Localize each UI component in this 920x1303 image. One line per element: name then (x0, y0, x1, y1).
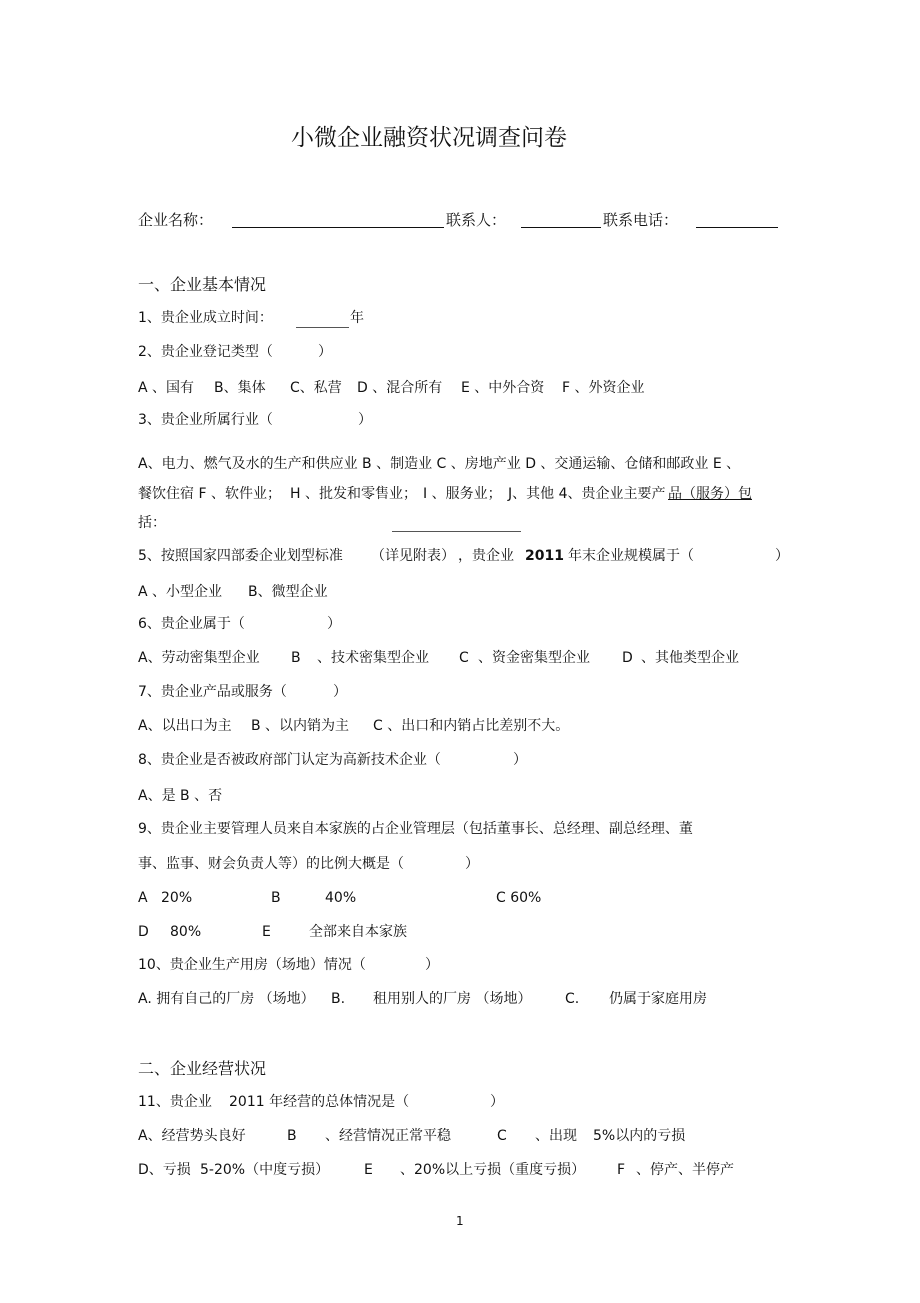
q10-label: 10、贵企业生产用房（场地）情况（ (138, 957, 366, 973)
contact-phone-field[interactable] (696, 227, 778, 228)
q5-label-a: 5、按照国家四部委企业划型标准 (138, 548, 343, 564)
contact-person-field[interactable] (521, 227, 601, 228)
q2-option-a[interactable]: A 、国有 (138, 380, 195, 396)
q9-option-c[interactable]: C 60% (496, 890, 542, 906)
q11-option-c-letter[interactable]: C (497, 1128, 507, 1144)
q6-option-a[interactable]: A、劳动密集型企业 (138, 650, 260, 666)
q9-option-b[interactable]: 40% (325, 890, 357, 906)
q5-option-b[interactable]: B、微型企业 (248, 584, 328, 600)
q10-close: ） (425, 957, 439, 973)
q6-close: ） (327, 616, 341, 632)
q10-option-b[interactable]: 租用别人的厂房 （场地） (373, 991, 532, 1007)
q11-option-d[interactable]: D、亏损 (138, 1162, 191, 1178)
q5-label-b: （详见附表） (371, 548, 455, 564)
q11-label-a: 11、贵企业 (138, 1094, 212, 1110)
q3-options-line2c: I 、服务业； (423, 486, 502, 502)
q9-option-e-letter[interactable]: E (262, 924, 271, 940)
q2-option-e[interactable]: E 、中外合资 (461, 380, 545, 396)
q6-option-b-letter[interactable]: B (291, 650, 301, 666)
q3-close: ） (358, 412, 372, 428)
q9-option-a-letter[interactable]: A (138, 890, 148, 906)
q6-option-b[interactable]: 、技术密集型企业 (317, 650, 429, 666)
q1-suffix: 年 (350, 310, 364, 326)
q9-label-line1: 9、贵企业主要管理人员来自本家族的占企业管理层（包括董事长、总经理、副总经理、董 (138, 821, 693, 837)
q8-close: ） (513, 752, 527, 768)
q7-label: 7、贵企业产品或服务（ (138, 684, 287, 700)
q7-option-b[interactable]: B 、以内销为主 (251, 718, 350, 734)
q10-option-c-letter[interactable]: C. (565, 991, 580, 1007)
q4-products-field[interactable] (392, 531, 521, 532)
q5-label-c: ，贵企业 (458, 548, 514, 564)
q11-option-b[interactable]: 、经营情况正常平稳 (325, 1128, 451, 1144)
q10-option-a[interactable]: A. 拥有自己的厂房 （场地） (138, 991, 315, 1007)
q10-option-c[interactable]: 仍属于家庭用房 (609, 991, 707, 1007)
q2-option-c[interactable]: C、私营 (290, 380, 342, 396)
page-title: 小微企业融资状况调查问卷 (291, 125, 567, 151)
q5-year: 2011 (525, 548, 564, 564)
q7-option-c[interactable]: C 、出口和内销占比差别不大。 (373, 718, 570, 734)
q2-option-f[interactable]: F 、外资企业 (562, 380, 645, 396)
q11-option-e[interactable]: 、20%以上亏损（重度亏损） (400, 1162, 586, 1178)
q2-option-d[interactable]: D 、混合所有 (357, 380, 443, 396)
contact-phone-label: 联系电话： (603, 211, 679, 229)
q4-product-text: 品（服务）包 (668, 486, 752, 502)
q3-options-line1: A、电力、燃气及水的生产和供应业 B 、制造业 C 、房地产业 D 、交通运输、仓储和邮政业 E 、 (138, 456, 741, 472)
company-name-label: 企业名称： (138, 211, 214, 229)
q9-option-d[interactable]: 80% (170, 924, 202, 940)
q5-label-d: 年末企业规模属于（ (568, 548, 694, 564)
q2-option-b[interactable]: B、集体 (214, 380, 266, 396)
q1-year-field[interactable] (296, 327, 349, 328)
q11-option-c[interactable]: 、出现 (535, 1128, 577, 1144)
q4-colon: 括： (138, 515, 166, 531)
page-number: 1 (456, 1214, 464, 1228)
q3-options-line2a: 餐饮住宿 F 、软件业； (138, 486, 281, 502)
q11-option-b-letter[interactable]: B (287, 1128, 297, 1144)
q9-option-d-letter[interactable]: D (138, 924, 149, 940)
q5-close: ） (775, 548, 789, 564)
q11-close: ） (490, 1094, 504, 1110)
q8-options[interactable]: A、是 B 、否 (138, 788, 223, 804)
q2-label: 2、贵企业登记类型（ (138, 344, 273, 360)
q11-option-a[interactable]: A、经营势头良好 (138, 1128, 246, 1144)
q9-option-e[interactable]: 全部来自本家族 (309, 924, 407, 940)
q11-label-b: 2011 年经营的总体情况是（ (229, 1094, 410, 1110)
q7-close: ） (333, 684, 347, 700)
q6-option-c-letter[interactable]: C (459, 650, 469, 666)
q9-option-b-letter[interactable]: B (271, 890, 281, 906)
contact-person-label: 联系人： (446, 211, 507, 229)
q11-option-c-detail[interactable]: 5%以内的亏损 (593, 1128, 686, 1144)
q11-option-d-detail[interactable]: 5-20%（中度亏损） (200, 1162, 330, 1178)
q11-option-e-letter[interactable]: E (364, 1162, 373, 1178)
q6-option-d-letter[interactable]: D (622, 650, 633, 666)
q5-option-a[interactable]: A 、小型企业 (138, 584, 223, 600)
q9-option-a[interactable]: 20% (161, 890, 193, 906)
q6-label: 6、贵企业属于（ (138, 616, 245, 632)
q6-option-d[interactable]: 、其他类型企业 (641, 650, 739, 666)
q6-option-c[interactable]: 、资金密集型企业 (478, 650, 590, 666)
q7-option-a[interactable]: A、以出口为主 (138, 718, 232, 734)
section-heading-operations: 二、企业经营状况 (138, 1059, 267, 1078)
q3-options-line2d: J、其他 4、贵企业主要产 (508, 486, 666, 502)
q11-option-f-letter[interactable]: F (617, 1162, 626, 1178)
q3-options-line2b: H 、批发和零售业； (290, 486, 417, 502)
q3-label: 3、贵企业所属行业（ (138, 412, 273, 428)
q11-option-f[interactable]: 、停产、半停产 (636, 1162, 734, 1178)
q10-option-b-letter[interactable]: B. (331, 991, 346, 1007)
section-heading-basic: 一、企业基本情况 (138, 275, 267, 294)
q1-label: 1、贵企业成立时间： (138, 310, 273, 326)
company-name-field[interactable] (232, 227, 444, 228)
q9-label-line2: 事、监事、财会负责人等）的比例大概是（ (138, 856, 404, 872)
q8-label: 8、贵企业是否被政府部门认定为高新技术企业（ (138, 752, 441, 768)
q2-close: ） (318, 344, 332, 360)
q9-close: ） (465, 856, 479, 872)
